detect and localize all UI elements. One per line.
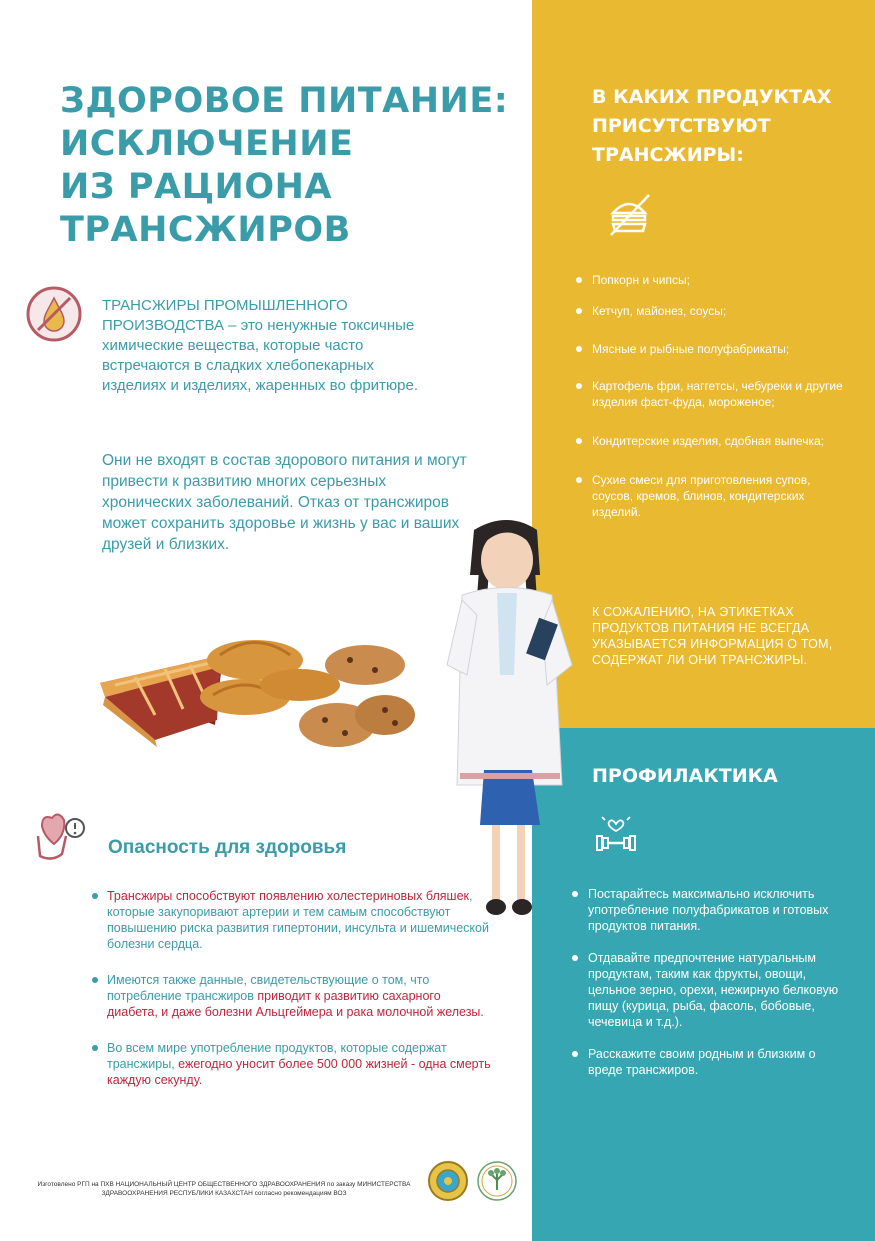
list-item: Попкорн и чипсы; <box>576 272 846 288</box>
list-item: Постарайтесь максимально исключить употребление полуфабрикатов и готовых продуктов питания. <box>572 886 842 934</box>
danger-text: Имеются также данные, свидетельствующие о том, что потребление трансжиров <box>107 973 430 1003</box>
title-line-2: ИСКЛЮЧЕНИЕ <box>60 124 354 164</box>
doctor-illustration <box>422 515 582 925</box>
list-item <box>92 972 492 1020</box>
pastries-illustration <box>95 625 425 765</box>
list-item: Мясные и рыбные полуфабрикаты; <box>576 341 846 357</box>
danger-highlight: Трансжиры способствуют появлению холестериновых бляшек <box>107 889 469 903</box>
dumbbell-heart-icon <box>592 812 640 856</box>
prevention-title: ПРОФИЛАКТИКА <box>592 765 778 787</box>
danger-highlight: ежегодно уносит более 500 000 жизней - одна смерть каждую секунду. <box>107 1057 491 1087</box>
page-title <box>60 80 520 252</box>
products-title <box>592 83 831 170</box>
kazakhstan-emblem-logo <box>427 1160 469 1202</box>
danger-highlight: приводит к развитию сахарного диабета, и даже болезни Альцгеймера и рака молочной железы. <box>107 989 484 1019</box>
list-item: Сухие смеси для приготовления супов, соусов, кремов, блинов, кондитерских изделий. <box>576 472 846 520</box>
list-item: Отдавайте предпочтение натуральным продуктам, таким как фрукты, овощи, цельное зерно, орехи, нежирную белковую пищу (курица, рыба, фасоль, бобовые, чечевица и т.д.). <box>572 950 842 1030</box>
list-item: Кондитерские изделия, сдобная выпечка; <box>576 433 846 449</box>
footer-credits: Изготовлено РГП на ПХВ НАЦИОНАЛЬНЫЙ ЦЕНТР ОБЩЕСТВЕННОГО ЗДРАВООХРАНЕНИЯ по заказу МИНИСТЕРСТВА ЗДРАВООХРАНЕНИЯ РЕСПУБЛИКИ КАЗАХСТАН согласно рекомендациям ВОЗ <box>37 1181 411 1197</box>
health-center-logo <box>476 1160 518 1202</box>
danger-text: Во всем мире употребление продуктов, которые содержат трансжиры, <box>107 1041 447 1071</box>
title-line-3: ИЗ РАЦИОНА <box>60 167 332 207</box>
products-title-line-1: В КАКИХ ПРОДУКТАХ <box>592 86 832 108</box>
products-title-line-2: ПРИСУТСТВУЮТ <box>592 115 771 137</box>
list-item: Картофель фри, наггетсы, чебуреки и другие изделия фаст-фуда, мороженое; <box>576 378 846 410</box>
danger-list <box>92 888 492 1108</box>
intro-paragraph: ТРАНСЖИРЫ ПРОМЫШЛЕННОГО ПРОИЗВОДСТВА – это ненужные токсичные химические вещества, которые часто встречаются в сладких хлебопекарных изделиях и изделиях, жаренных во фритюре. <box>102 297 419 394</box>
no-burger-icon <box>605 193 653 237</box>
list-item: Расскажите своим родным и близким о вреде трансжиров. <box>572 1046 842 1078</box>
list-item <box>92 888 492 952</box>
title-line-4: ТРАНСЖИРОВ <box>60 210 351 250</box>
title-line-1: ЗДОРОВОЕ ПИТАНИЕ: <box>60 81 509 121</box>
products-list <box>576 272 846 520</box>
heart-hand-icon <box>32 806 87 864</box>
list-item <box>92 1040 492 1088</box>
intro-paragraph-2: Они не входят в состав здорового питания и могут привести к развитию многих серьезных хронических заболеваний. Отказ от трансжиров может сохранить здоровье и жизнь у вас и ваших друзей и близких. <box>102 452 467 553</box>
products-title-line-3: ТРАНСЖИРЫ: <box>592 144 744 166</box>
danger-title: Опасность для здоровья <box>108 837 347 858</box>
list-item: Кетчуп, майонез, соусы; <box>576 303 846 319</box>
no-oil-icon <box>24 284 84 344</box>
danger-text: , которые закупоривают артерии и тем самым способствуют повышению риска развития гипертонии, инсульта и ишемической болезни сердца. <box>107 889 489 951</box>
labeling-warning: К СОЖАЛЕНИЮ, НА ЭТИКЕТКАХ ПРОДУКТОВ ПИТАНИЯ НЕ ВСЕГДА УКАЗЫВАЕТСЯ ИНФОРМАЦИЯ О ТОМ, СОДЕРЖАТ ЛИ ОНИ ТРАНСЖИРЫ. <box>592 605 833 667</box>
prevention-list <box>572 886 842 1094</box>
